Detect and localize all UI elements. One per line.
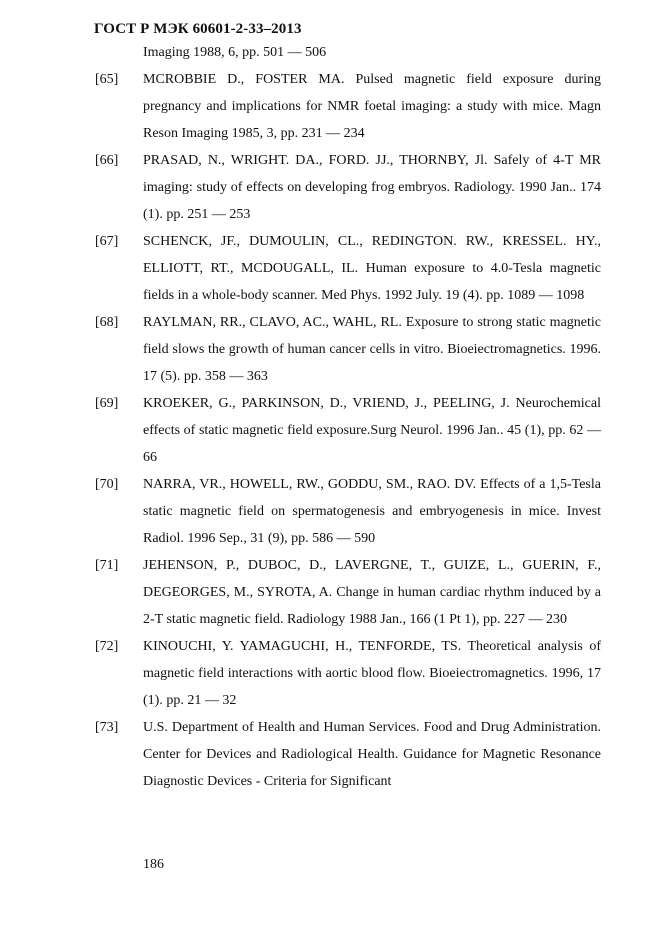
document-header: ГОСТ Р МЭК 60601-2-33–2013 (94, 21, 302, 37)
page-number: 186 (143, 857, 164, 872)
reference-item (95, 66, 601, 147)
reference-item (95, 147, 601, 228)
reference-text: KROEKER, G., PARKINSON, D., VRIEND, J., PEELING, J. Neurochemical effects of static magnetic field exposure.Surg Neurol. 1996 Jan.. 45 (1), pp. 62 — 66 (143, 396, 601, 465)
reference-list (95, 39, 601, 795)
reference-text: RAYLMAN, RR., CLAVO, AC., WAHL, RL. Exposure to strong static magnetic field slows the growth of human cancer cells in vitro. Bioeiectromagnetics. 1996. 17 (5). pp. 358 — 363 (143, 315, 601, 384)
reference-item (95, 471, 601, 552)
reference-number: [70] (95, 477, 119, 492)
reference-continuation (95, 39, 601, 66)
reference-number: [66] (95, 153, 119, 168)
reference-number: [69] (95, 396, 119, 411)
reference-item (95, 552, 601, 633)
reference-item (95, 633, 601, 714)
reference-text: NARRA, VR., HOWELL, RW., GODDU, SM., RAO. DV. Effects of a 1,5-Tesla static magnetic field on spermatogenesis and embryogenesis in mice. Invest Radiol. 1996 Sep., 31 (9), pp. 586 — 590 (143, 477, 601, 546)
reference-number: [72] (95, 639, 119, 654)
reference-number: [65] (95, 72, 119, 87)
reference-text: U.S. Department of Health and Human Services. Food and Drug Administration. Center for Devices and Radiological Health. Guidance for Magnetic Resonance Diagnostic Devices - Criteria for Significant (143, 720, 601, 789)
reference-item (95, 714, 601, 795)
reference-number: [71] (95, 558, 119, 573)
reference-item (95, 390, 601, 471)
reference-number: [68] (95, 315, 119, 330)
reference-text: KINOUCHI, Y. YAMAGUCHI, H., TENFORDE, TS. Theoretical analysis of magnetic field interactions with aortic blood flow. Bioeiectromagnetics. 1996, 17 (1). pp. 21 — 32 (143, 639, 601, 708)
reference-text: SCHENCK, JF., DUMOULIN, CL., REDINGTON. RW., KRESSEL. HY., ELLIOTT, RT., MCDOUGALL, IL. Human exposure to 4.0-Tesla magnetic fields in a whole-body scanner. Med Phys. 1992 July. 19 (4). pp. 1089 — 1098 (143, 234, 601, 303)
reference-item (95, 228, 601, 309)
reference-number: [73] (95, 720, 119, 735)
reference-text: JEHENSON, P., DUBOC, D., LAVERGNE, T., GUIZE, L., GUERIN, F., DEGEORGES, M., SYROTA, A. Change in human cardiac rhythm induced by a 2-T static magnetic field. Radiology 1988 Jan., 166 (1 Pt 1), pp. 227 — 230 (143, 558, 601, 627)
reference-number: [67] (95, 234, 119, 249)
reference-text: PRASAD, N., WRIGHT. DA., FORD. JJ., THORNBY, Jl. Safely of 4-T MR imaging: study of effects on developing frog embryos. Radiology. 1990 Jan.. 174 (1). pp. 251 — 253 (143, 153, 601, 222)
reference-text: MCROBBIE D., FOSTER MA. Pulsed magnetic field exposure during pregnancy and implications for NMR foetal imaging: a study with mice. Magn Reson Imaging 1985, 3, pp. 231 — 234 (143, 72, 601, 141)
reference-text: Imaging 1988, 6, pp. 501 — 506 (143, 45, 327, 60)
reference-item (95, 309, 601, 390)
